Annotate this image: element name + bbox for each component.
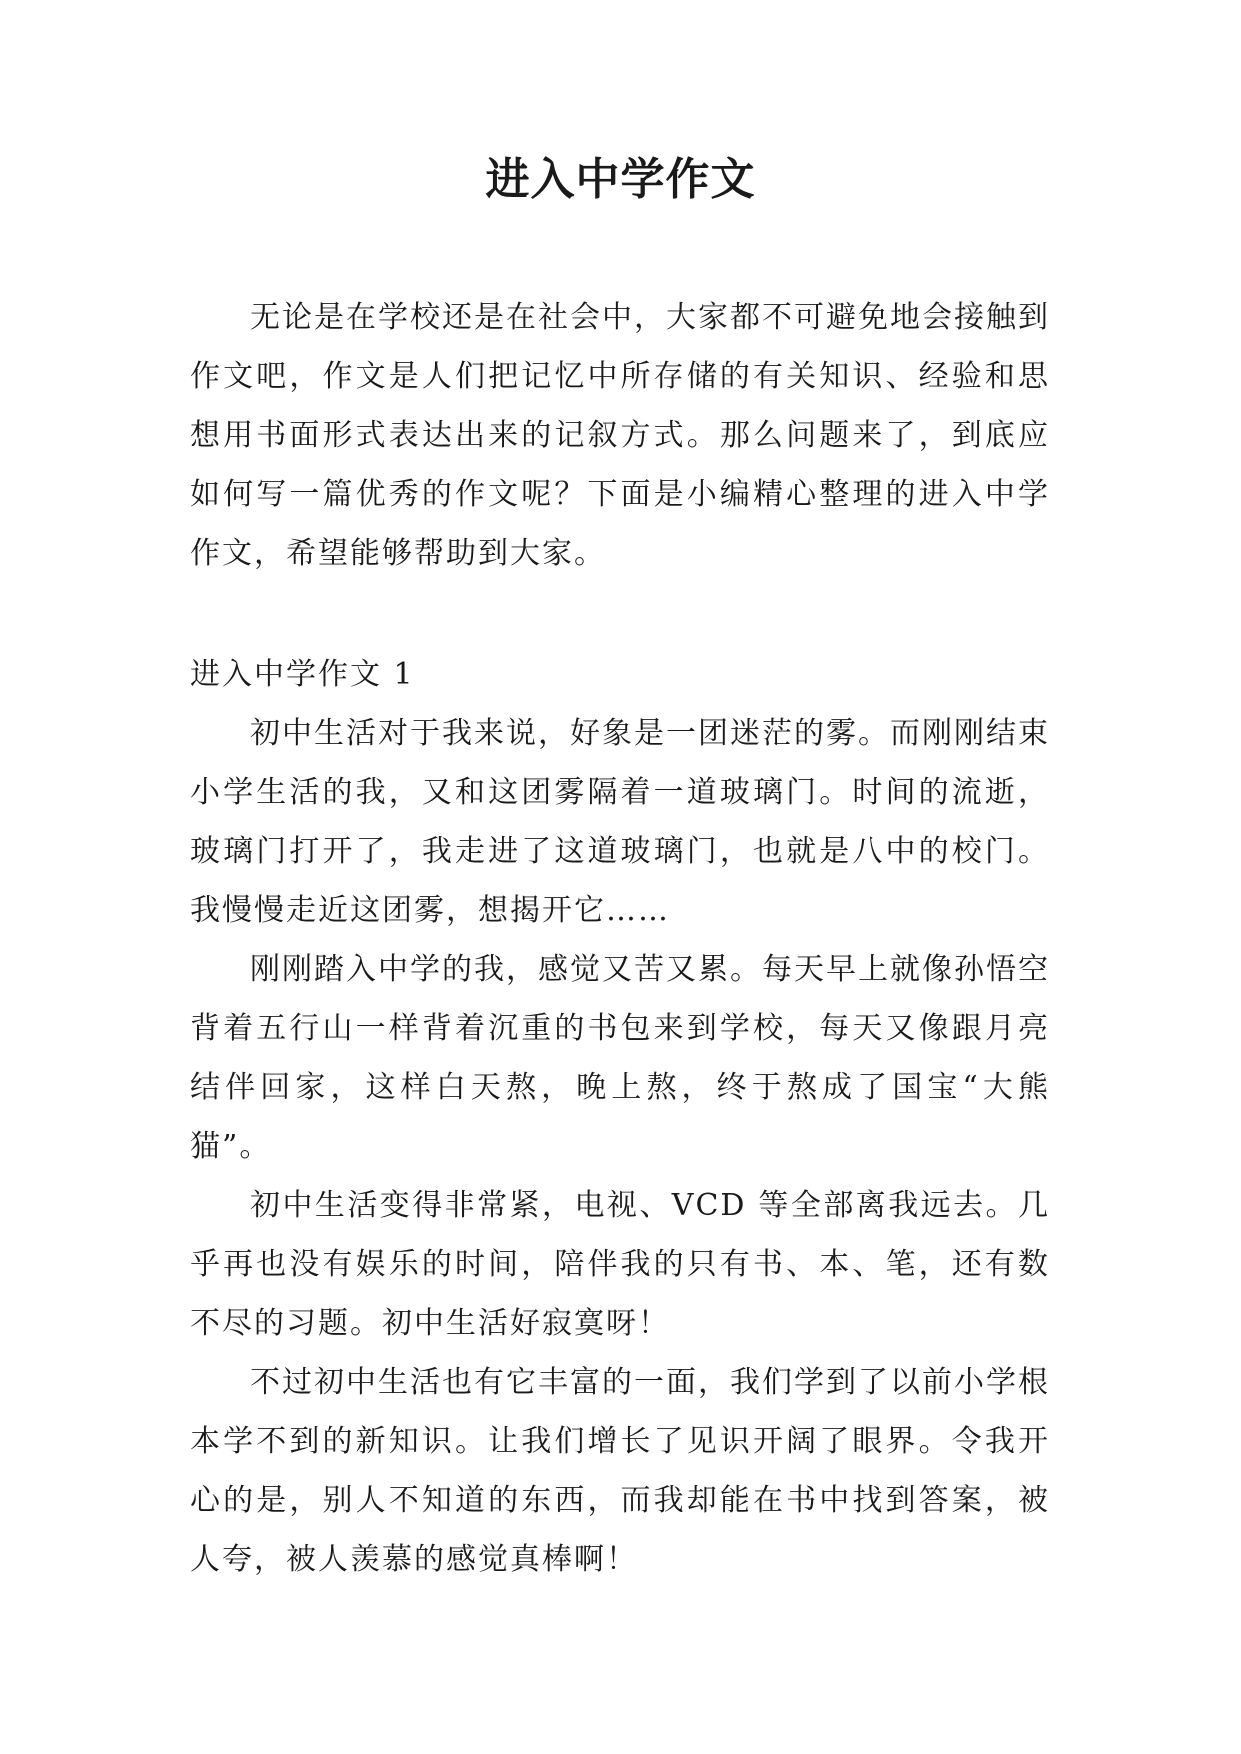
document-body xyxy=(190,288,1050,1589)
body-paragraph-4: 不过初中生活也有它丰富的一面，我们学到了以前小学根本学不到的新知识。让我们增长了见识开阔了眼界。令我开心的是，别人不知道的东西，而我却能在书中找到答案，被人夸，被人羡慕的感觉真棒啊！ xyxy=(190,1365,1050,1577)
body-paragraph-3: 初中生活变得非常紧，电视、VCD 等全部离我远去。几乎再也没有娱乐的时间，陪伴我的只有书、本、笔，还有数不尽的习题。初中生活好寂寞呀！ xyxy=(190,1188,1050,1341)
document-title: 进入中学作文 xyxy=(485,154,756,205)
body-paragraph-2: 刚刚踏入中学的我，感觉又苦又累。每天早上就像孙悟空背着五行山一样背着沉重的书包来到学校，每天又像跟月亮结伴回家，这样白天熬，晚上熬，终于熬成了国宝“大熊猫”。 xyxy=(190,952,1050,1164)
body-paragraph-1: 初中生活对于我来说，好象是一团迷茫的雾。而刚刚结束小学生活的我，又和这团雾隔着一道玻璃门。时间的流逝，玻璃门打开了，我走进了这道玻璃门，也就是八中的校门。我慢慢走近这团雾，想揭开它…… xyxy=(190,716,1050,928)
section-heading: 进入中学作文 1 xyxy=(190,657,415,692)
intro-paragraph: 无论是在学校还是在社会中，大家都不可避免地会接触到作文吧，作文是人们把记忆中所存储的有关知识、经验和思想用书面形式表达出来的记叙方式。那么问题来了，到底应如何写一篇优秀的作文呢？下面是小编精心整理的进入中学作文，希望能够帮助到大家。 xyxy=(190,300,1050,571)
